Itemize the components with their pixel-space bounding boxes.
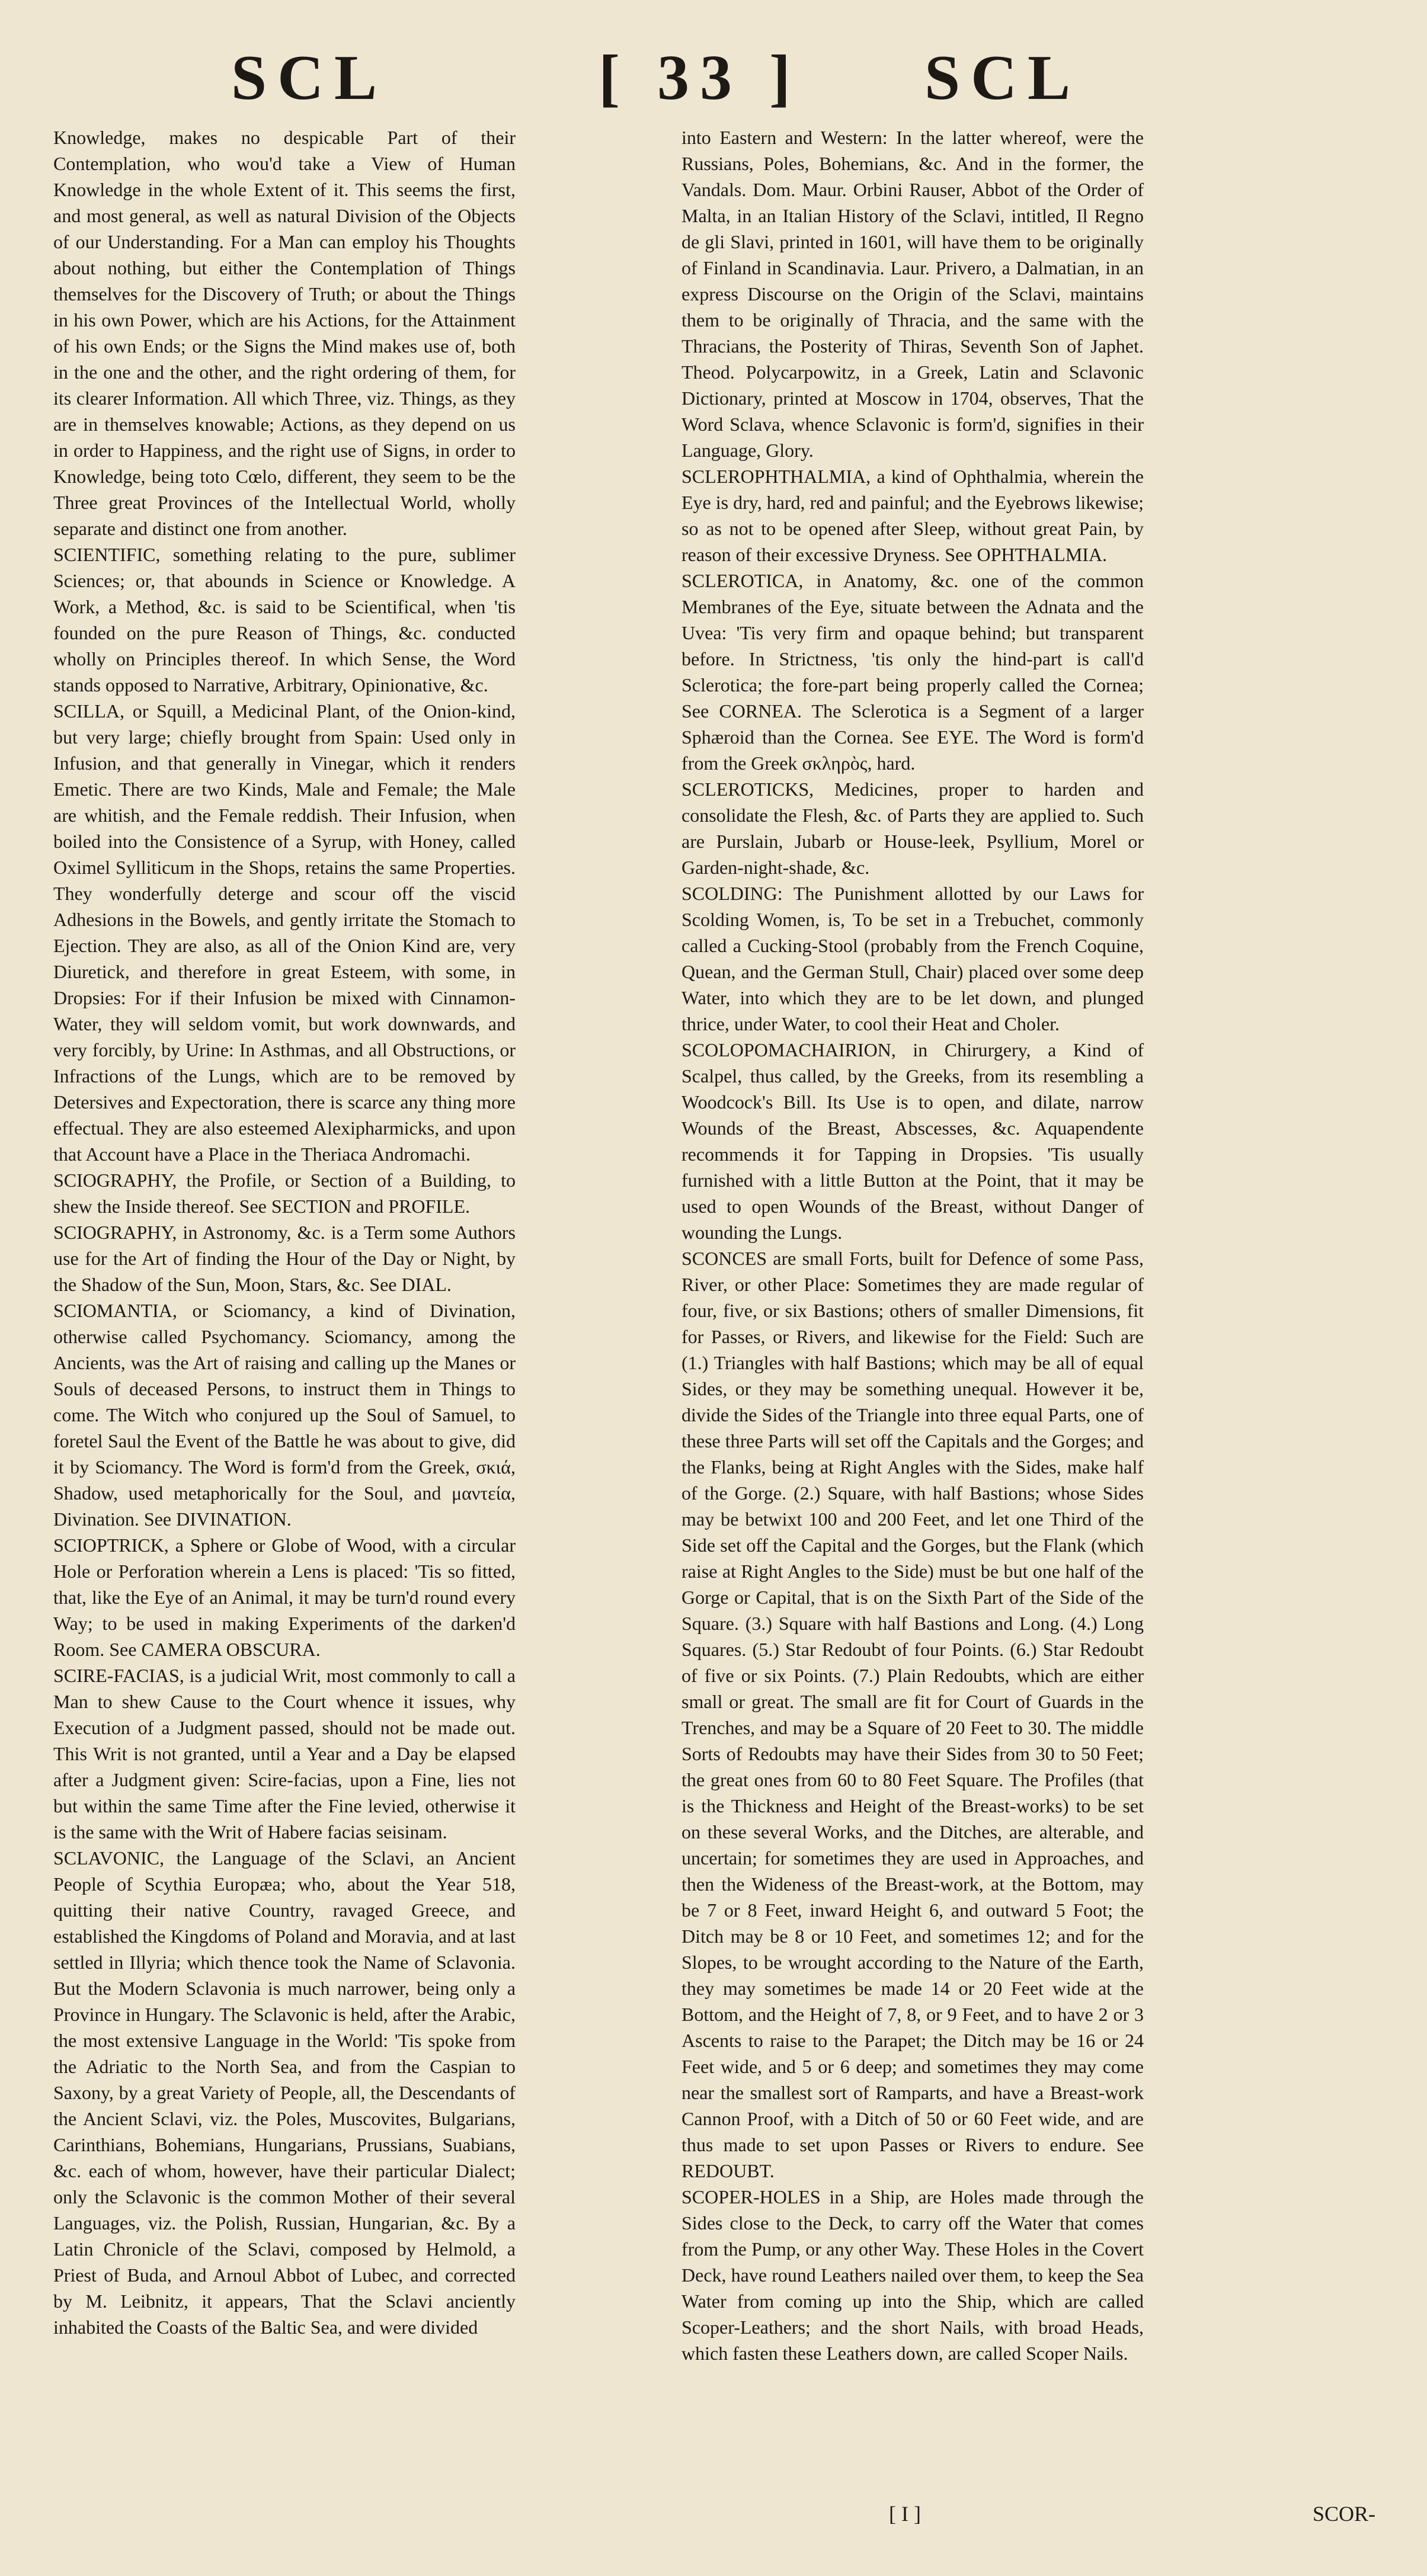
entry-sciography: SCIOGRAPHY, the Profile, or Section of a Building, to shew the Inside thereof. See SECTION and PROFILE. [53,1170,516,1217]
entry-sciography-astronomy: SCIOGRAPHY, in Astronomy, &c. is a Term some Authors use for the Art of finding the Hour of the Day or Night, by the Shadow of the Sun, Moon, Stars, &c. See DIAL. [53,1222,516,1295]
entry-sclerophthalmia: SCLEROPHTHALMIA, a kind of Ophthalmia, wherein the Eye is dry, hard, red and painful; and the Eyebrows likewise; so as not to be opened after Sleep, without great Pain, by reason of their excessive Dryness. See OPHTHALMIA. [681,466,1144,565]
entry-sconces: SCONCES are small Forts, built for Defence of some Pass, River, or other Place: Sometimes they are made regular of four, five, or six Bastions; others of smaller Dimensions, fit for Passes, or Rivers, and likewise for the Field: Such are (1.) Triangles with half Bastions; which may be all of equal Sides, or they may be something unequal. However it be, divide the Sides of the Triangle into three equal Parts, one of these three Parts will set off the Capitals and the Gorges; and the Flanks, being at Right Angles with the Sides, make half of the Gorge. (2.) Square, with half Bastions; whose Sides may be betwixt 100 and 200 Feet, and let one Third of the Side set off the Capital and the Gorges, but the Flank (which raise at Right Angles to the Side) must be but one half of the Gorge or Capital, that is on the Sixth Part of the Side of the Square. (3.) Square with half Bastions and Long. (4.) Long Squares. (5.) Star Redoubt of four Points. (6.) Star Redoubt of five or six Points. (7.) Plain Redoubts, which are either small or great. The small are fit for Court of Guards in the Trenches, and may be a Square of 20 Feet to 30. The middle Sorts of Redoubts may have their Sides from 30 to 50 Feet; the great ones from 60 to 80 Feet Square. The Profiles (that is the Thickness and Height of the Breast-works) to be set on these several Works, and the Ditches, are alterable, and uncertain; for sometimes they are used in Approaches, and then the Wideness of the Breast-work, at the Bottom, may be 7 or 8 Feet, inward Height 6, and outward 5 Foot; the Ditch may be 8 or 10 Feet, and sometimes 12; and for the Slopes, to be wrought according to the Nature of the Earth, they may sometimes be made 14 or 20 Feet wide at the Bottom, and the Height of 7, 8, or 9 Feet, and to have 2 or 3 Ascents to raise to the Parapet; the Ditch may be 16 or 24 Feet wide, and 5 or 6 deep; and sometimes they may come near the smallest sort of Ramparts, and have a Breast-work Cannon Proof, with a Ditch of 50 or 60 Feet wide, and are thus made to set upon Passes or Rivers to endure. See REDOUBT. [681,1248,1144,2181]
running-head-left: SCL [231,43,388,113]
paragraph: into Eastern and Western: In the latter whereof, were the Russians, Poles, Bohemians, &c. And in the former, the Vandals. Dom. Maur. Orbini Rauser, Abbot of the Order of Malta, in an Italian History of the Sclavi, intitled, Il Regno de gli Slavi, printed in 1601, will have them to be originally of Finland in Scandinavia. Laur. Privero, a Dalmatian, in an express Discourse on the Origin of the Sclavi, maintains them to be originally of Thracia, and the same with the Thracians, the Posterity of Thiras, Seventh Son of Japhet. Theod. Polycarpowitz, in a Greek, Latin and Sclavonic Dictionary, printed at Moscow in 1704, observes, That the Word Sclava, whence Sclavonic is form'd, signifies in their Language, Glory. [681,127,1144,461]
signature-mark: [ I ] [889,2502,921,2526]
running-head-right: SCL [924,43,1082,113]
entry-scilla: SCILLA, or Squill, a Medicinal Plant, of the Onion-kind, but very large; chiefly brought from Spain: Used only in Infusion, and that generally in Vinegar, which it renders Emetic. There are two Kinds, Male and Female; the Male are whitish, and the Female reddish. Their Infusion, when boiled into the Consistence of a Syrup, with Honey, called Oximel Sylliticum in the Shops, retains the same Properties. They wonderfully deterge and scour off the viscid Adhesions in the Bowels, and gently irritate the Stomach to Ejection. They are also, as all of the Onion Kind are, very Diuretick, and therefore in great Esteem, with some, in Dropsies: For if their Infusion be mixed with Cinnamon-Water, they will seldom vomit, but work downwards, and very forcibly, by Urine: In Asthmas, and all Obstructions, or Infractions of the Lungs, which are to be removed by Detersives and Expectoration, there is scarce any thing more effectual. They are also esteemed Alexipharmicks, and upon that Account have a Place in the Theriaca Andromachi. [53,700,516,1165]
entry-scolding: SCOLDING: The Punishment allotted by our Laws for Scolding Women, is, To be set in a Trebuchet, commonly called a Cucking-Stool (probably from the French Coquine, Quean, and the German Stull, Chair) placed over some deep Water, into which they are to be let down, and plunged thrice, under Water, to cool their Heat and Choler. [681,883,1144,1034]
entry-sclavonic: SCLAVONIC, the Language of the Sclavi, an Ancient People of Scythia Europæa; who, about the Year 518, quitting their native Country, ravaged Greece, and established the Kingdoms of Poland and Moravia, and at last settled in Illyria; which thence took the Name of Sclavonia. But the Modern Sclavonia is much narrower, being only a Province in Hungary. The Sclavonic is held, after the Arabic, the most extensive Language in the World: 'Tis spoke from the Adriatic to the North Sea, and from the Caspian to Saxony, by a great Variety of People, all, the Descendants of the Ancient Sclavi, viz. the Poles, Muscovites, Bulgarians, Carinthians, Bohemians, Hungarians, Prussians, Suabians, &c. each of whom, however, have their particular Dialect; only the Sclavonic is the common Mother of their several Languages, viz. the Polish, Russian, Hungarian, &c. By a Latin Chronicle of the Sclavi, composed by Helmold, a Priest of Buda, and Arnoul Abbot of Lubec, and corrected by M. Leibnitz, it appears, That the Sclavi anciently inhabited the Coasts of the Baltic Sea, and were divided [53,1847,516,2338]
right-column [681,124,1144,2482]
entry-scientific: SCIENTIFIC, something relating to the pure, sublimer Sciences; or, that abounds in Science or Knowledge. A Work, a Method, &c. is said to be Scientifical, when 'tis founded on the pure Reason of Things, &c. conducted wholly on Principles thereof. In which Sense, the Word stands opposed to Narrative, Arbitrary, Opinionative, &c. [53,544,516,696]
entry-sclerotics: SCLEROTICKS, Medicines, proper to harden and consolidate the Flesh, &c. of Parts they are applied to. Such are Purslain, Jubarb or House-leek, Psyllium, Morel or Garden-night-shade, &c. [681,778,1144,878]
catchword: SCOR- [1313,2502,1376,2526]
entry-scire-facias: SCIRE-FACIAS, is a judicial Writ, most commonly to call a Man to shew Cause to the Court whence it issues, why Execution of a Judgment passed, should not be made out. This Writ is not granted, until a Year and a Day be elapsed after a Judgment given: Scire-facias, upon a Fine, lies not but within the same Time after the Fine levied, otherwise it is the same with the Writ of Habere facias seisinam. [53,1665,516,1843]
entry-scolopomachairion: SCOLOPOMACHAIRION, in Chirurgery, a Kind of Scalpel, thus called, by the Greeks, from its resembling a Woodcock's Bill. Its Use is to open, and dilate, narrow Wounds of the Breast, Abscesses, &c. Aquapendente recommends it for Tapping in Dropsies. 'Tis usually furnished with a little Button at the Point, that it may be used to open Wounds of the Breast, without Danger of wounding the Lungs. [681,1039,1144,1243]
paragraph: Knowledge, makes no despicable Part of their Contemplation, who wou'd take a View of Human Knowledge in the whole Extent of it. This seems the first, and most general, as well as natural Division of the Objects of our Understanding. For a Man can employ his Thoughts about nothing, but either the Contemplation of Things themselves for the Discovery of Truth; or about the Things in his own Power, which are his Actions, for the Attainment of his own Ends; or the Signs the Mind makes use of, both in the one and the other, and the right ordering of them, for its clearer Information. All which Three, viz. Things, as they are in themselves knowable; Actions, as they depend on us in order to Happiness, and the right use of Signs, in order to Knowledge, being toto Cœlo, different, they seem to be the Three great Provinces of the Intellectual World, wholly separate and distinct one from another. [53,127,516,539]
entry-sclerotica: SCLEROTICA, in Anatomy, &c. one of the common Membranes of the Eye, situate between the Adnata and the Uvea: 'Tis very firm and opaque behind; but transparent before. In Strictness, 'tis only the hind-part is call'd Sclerotica; the fore-part being properly called the Cornea; See CORNEA. The Sclerotica is a Segment of a larger Sphæroid than the Cornea. See EYE. The Word is form'd from the Greek σκληρὸς, hard. [681,570,1144,774]
entry-sciomantia: SCIOMANTIA, or Sciomancy, a kind of Divination, otherwise called Psychomancy. Sciomancy, among the Ancients, was the Art of raising and calling up the Manes or Souls of deceased Persons, to instruct them in Things to come. The Witch who conjured up the Soul of Samuel, to foretel Saul the Event of the Battle he was about to give, did it by Sciomancy. The Word is form'd from the Greek, σκιά, Shadow, used metaphorically for the Soul, and μαντεία, Divination. See DIVINATION. [53,1300,516,1530]
entry-scoper-holes: SCOPER-HOLES in a Ship, are Holes made through the Sides close to the Deck, to carry off the Water that comes from the Pump, or any other Way. These Holes in the Covert Deck, have round Leathers nailed over them, to keep the Sea Water from coming up into the Ship, which are called Scoper-Leathers; and the short Nails, with broad Heads, which fasten these Leathers down, are called Scoper Nails. [681,2186,1144,2364]
page-number: [ 33 ] [599,43,801,113]
entry-scioptrick: SCIOPTRICK, a Sphere or Globe of Wood, with a circular Hole or Perforation wherein a Lens is placed: 'Tis so fitted, that, like the Eye of an Animal, it may be turn'd round every Way; to be used in making Experiments of the darken'd Room. See CAMERA OBSCURA. [53,1534,516,1660]
left-column [53,124,516,2482]
